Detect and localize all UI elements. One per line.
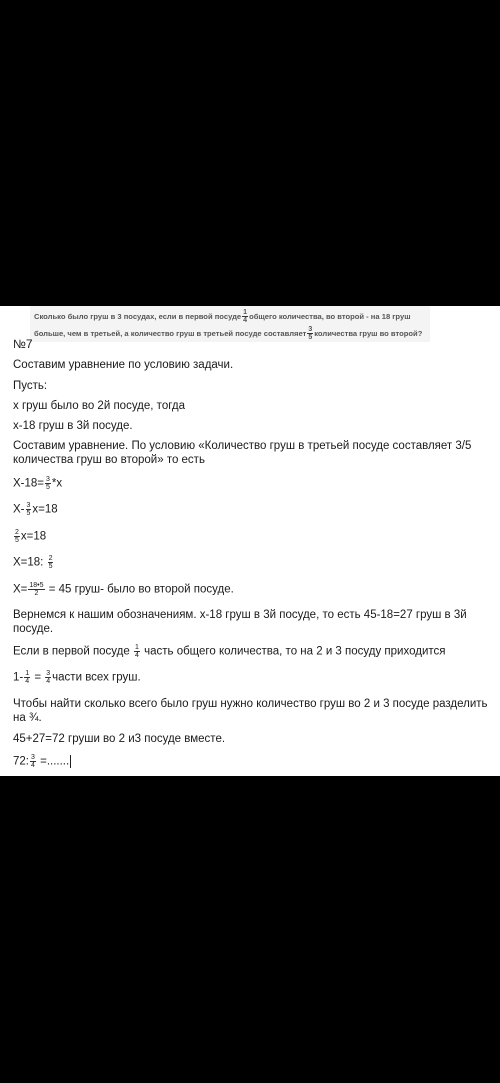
problem-number: №7	[13, 337, 33, 351]
problem-text: количества груш во второй?	[314, 328, 423, 338]
denominator: 5	[308, 334, 313, 341]
fraction-2-5	[14, 529, 20, 544]
denominator: 5	[46, 484, 50, 491]
equation-4	[13, 555, 54, 570]
numerator: 3	[26, 502, 31, 509]
numerator: 1	[135, 644, 139, 651]
text-paragraph: Составим уравнение. По условию «Количество груш в третьей посуде составляет 3/5 количества груш во второй» то есть	[13, 440, 472, 466]
numerator: 3	[31, 754, 35, 761]
denominator: 4	[46, 678, 51, 685]
fraction-18x5-2	[28, 582, 44, 597]
text-line: Составим уравнение по условию задачи.	[13, 359, 234, 371]
numerator: 2	[15, 529, 19, 536]
equation-7	[13, 754, 71, 769]
fraction-1-4	[242, 309, 248, 324]
text-cursor	[70, 755, 71, 768]
text-line: Пусть:	[13, 380, 48, 392]
denominator: 4	[243, 317, 248, 324]
numerator: 3	[46, 670, 51, 677]
text-line: х груш было во 2й посуде, тогда	[13, 400, 186, 412]
equation-6	[13, 670, 141, 685]
denominator: 4	[25, 678, 30, 685]
fraction-3-5	[26, 502, 32, 517]
fraction-3-5	[307, 326, 313, 341]
equation-1	[13, 476, 62, 491]
problem-line-1	[34, 309, 411, 324]
eq-text: Х-	[13, 503, 25, 516]
eq-text: Х=	[13, 583, 28, 596]
problem-header	[30, 306, 430, 342]
fraction-3-5	[45, 476, 51, 491]
problem-text: общего количества, во второй - на 18 груш	[249, 311, 411, 321]
eq-text: часть общего количества, то на 2 и 3 посуду приходится	[144, 645, 446, 658]
denominator: 5	[26, 510, 31, 517]
denominator: 2	[34, 590, 39, 597]
fraction-3-4	[30, 754, 36, 769]
eq-text: =	[34, 671, 42, 684]
text-line: х-18 груш в 3й посуде.	[13, 420, 133, 432]
denominator: 5	[48, 563, 53, 570]
eq-text: = 45 груш- было во второй посуде.	[48, 583, 234, 596]
numerator: 1	[243, 309, 248, 316]
eq-text: х=18	[32, 503, 58, 516]
equation-3	[13, 529, 46, 544]
numerator: 3	[308, 326, 313, 333]
eq-text: х=18	[20, 530, 47, 543]
problem-text: Сколько было груш в 3 посудах, если в первой посуде	[34, 311, 242, 321]
fraction-1-4	[24, 670, 30, 685]
eq-text: Х-18=	[13, 477, 45, 490]
text-line: 45+27=72 груши во 2 и3 посуде вместе.	[13, 733, 226, 745]
eq-text: части всех груш.	[52, 671, 141, 684]
problem-text: больше, чем в третьей, а количество груш в третьей посуде составляет	[34, 328, 307, 338]
denominator: 4	[135, 652, 139, 659]
document-page	[0, 306, 500, 776]
text-paragraph: Вернемся к нашим обозначениям. х-18 груш в 3й посуде, то есть 45-18=27 груш в 3й посуде.	[13, 609, 467, 635]
eq-text: Х=18:	[13, 556, 44, 569]
eq-text: *х	[51, 477, 63, 490]
numerator: 2	[48, 555, 53, 562]
denominator: 4	[31, 762, 35, 769]
eq-text: 72:	[13, 755, 29, 768]
text-paragraph: Чтобы найти сколько всего было груш нужно количество груш во 2 и 3 посуде разделить на ¾.	[13, 698, 488, 724]
fraction-2-5	[48, 555, 54, 570]
eq-text: 1-	[13, 671, 24, 684]
numerator: 1	[25, 670, 30, 677]
equation-2	[13, 502, 58, 517]
denominator: 5	[15, 537, 19, 544]
numerator: 18•5	[29, 582, 44, 589]
numerator: 3	[46, 476, 50, 483]
problem-line-2	[34, 326, 422, 341]
eq-text: Если в первой посуде	[13, 645, 130, 658]
text-line	[13, 644, 445, 659]
fraction-3-4	[45, 670, 51, 685]
eq-text: =.......	[40, 755, 70, 768]
fraction-1-4	[134, 644, 140, 659]
equation-5	[13, 582, 234, 597]
